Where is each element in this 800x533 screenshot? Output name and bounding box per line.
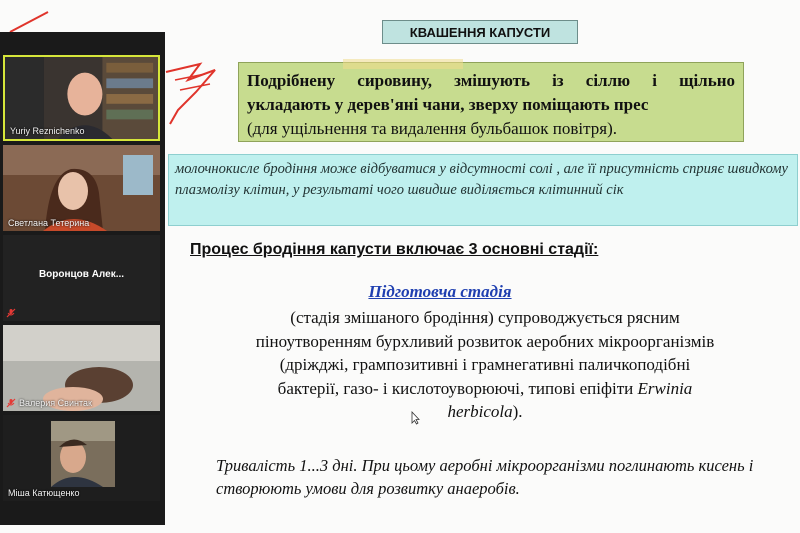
method-line-1: Подрібнену сировину, змішують із сіллю і щільно [247,71,735,90]
stage-title: Підготовча стадія [368,282,512,301]
muted-mic-icon [6,308,16,318]
method-line-3: (для ущільнення та видалення бульбашок повітря). [247,119,618,138]
method-line-2: укладають у дерев'яні чани, зверху поміщають прес [247,95,649,114]
muted-mic-icon [6,398,16,408]
participant-name: Yuriy Reznichenko [10,126,85,136]
method-description-box [238,62,744,142]
stage-description [250,306,720,424]
stage-text: (стадія змішаного бродіння) супроводжується рясним піноутворенням бурхливий розвиток аеробних мікроорганізмів (дріжджі, грампозитивні і грамнегативні паличкоподібні бактерії, газо- і кислотоуворюючі, типові епіфіти [255,308,715,398]
participant-tile[interactable] [3,145,160,231]
process-heading: Процес бродіння капусти включає 3 основні стадії: [190,241,599,258]
participants-panel [0,32,165,525]
duration-text: Тривалість 1...3 дні. При цьому аеробні мікроорганізми поглинають кисень і створюють умови для розвитку анаеробів. [216,456,754,498]
stage-end: ). [512,402,523,421]
stage-species: Erwinia herbicola [447,378,693,421]
participant-name: Міша Катющенко [8,488,80,498]
participant-tile[interactable] [3,235,160,321]
participant-name-center: Воронцов Алек... [38,269,125,280]
participant-name: Валерия Свинтак [19,398,92,408]
participant-tile[interactable] [3,325,160,411]
note-box: молочнокисле бродіння може відбуватися у відсутності солі , але її присутність сприяє швидкому плазмолізу клітин, у результаті чого швидше виділяється клітинний сік [168,154,798,226]
participant-tile[interactable] [3,415,160,501]
text-cursor-icon [410,411,420,425]
slide-title: КВАШЕННЯ КАПУСТИ [382,20,578,44]
faded-highlight [343,59,463,69]
participant-name: Светлана Тетерина [8,218,90,228]
participant-tile[interactable] [3,55,160,141]
